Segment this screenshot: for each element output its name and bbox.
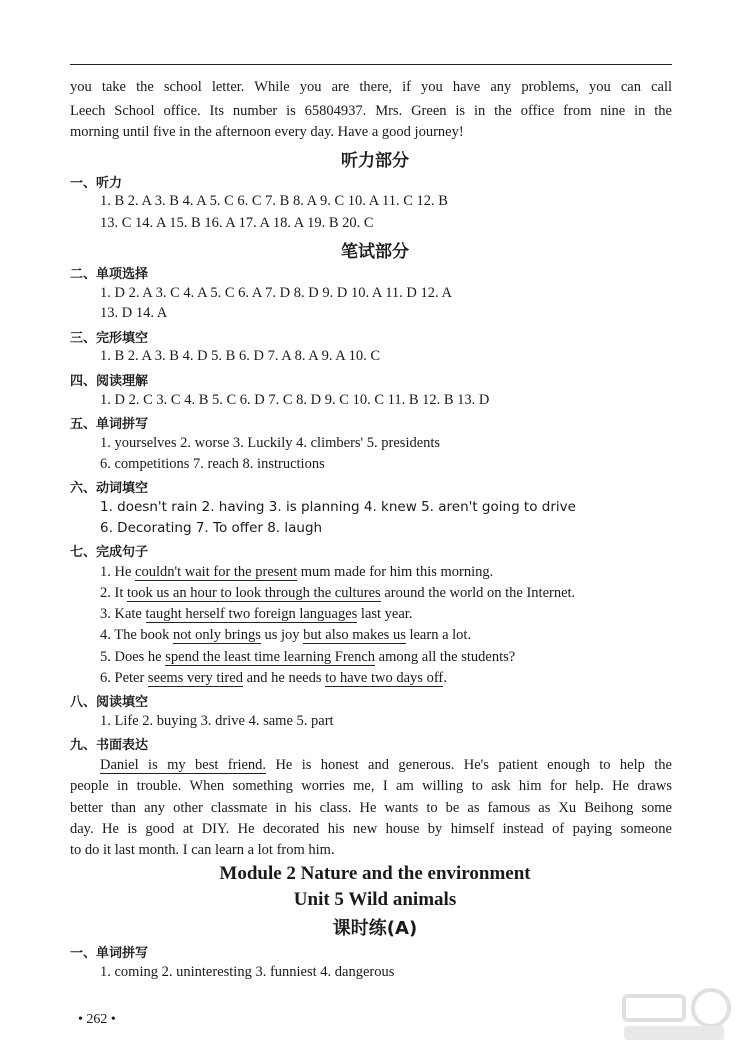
sentence-4: [100, 625, 471, 645]
page-number: • 262 •: [78, 1012, 116, 1027]
sentence-2: [100, 583, 575, 603]
sentence-text: 1. He: [100, 564, 136, 580]
section-sentence-title: 七、完成句子: [70, 545, 149, 560]
section-reading-title: 四、阅读理解: [70, 374, 149, 389]
sentence-answer: to have two days off: [325, 670, 444, 686]
writing-line-2: people in trouble. When something worries me, I am willing to ask him for help. He draws: [70, 778, 672, 794]
sentence-answer: taught herself two foreign languages: [145, 606, 358, 622]
section-listening-title: 一、听力: [70, 176, 123, 191]
sentence-text: mum made for him this morning.: [297, 564, 494, 580]
sentence-text: 6. Peter: [100, 670, 148, 686]
section-spelling-2-title: 一、单词拼写: [70, 946, 149, 961]
sentence-text: and he needs: [242, 670, 326, 686]
sentence-answer: took us an hour to look through the cultures: [126, 585, 381, 601]
writing-underlined: Daniel is my best friend.: [100, 757, 267, 773]
sentence-answer: not only brings: [173, 627, 261, 643]
writing-line-1: [100, 755, 672, 775]
sentence-answer: but also makes us: [303, 627, 406, 643]
single-choice-answers-1: 1. D 2. A 3. C 4. A 5. C 6. A 7. D 8. D 9. D 10. A 11. D 12. A: [100, 285, 452, 301]
reading-fill-answers: 1. Life 2. buying 3. drive 4. same 5. part: [100, 713, 334, 729]
section-cloze-title: 三、完形填空: [70, 331, 149, 346]
sentence-text: us joy: [260, 627, 304, 643]
sentence-answer: couldn't wait for the present: [135, 564, 298, 580]
sentence-text: last year.: [357, 606, 413, 622]
sentence-answer: seems very tired: [147, 670, 243, 686]
header-rule: [70, 64, 672, 65]
sentence-text: 3. Kate: [100, 606, 146, 622]
verb-fill-answers-1: 1. doesn't rain 2. having 3. is planning 4. knew 5. aren't going to drive: [100, 499, 576, 515]
writing-line-5: to do it last month. I can learn a lot from him.: [70, 842, 335, 858]
writing-text: He is honest and generous. He's patient enough to help the: [266, 757, 672, 773]
spelling-answers-2: 6. competitions 7. reach 8. instructions: [100, 456, 325, 472]
listening-answers-2: 13. C 14. A 15. B 16. A 17. A 18. A 19. B 20. C: [100, 215, 374, 231]
spelling-2-answers: 1. coming 2. uninteresting 3. funniest 4. dangerous: [100, 964, 395, 980]
section-writing-title: 九、书面表达: [70, 738, 149, 753]
sentence-3: [100, 604, 412, 624]
unit-title: Unit 5 Wild animals: [293, 889, 457, 910]
sentence-text: 5. Does he: [100, 649, 166, 665]
writing-line-4: day. He is good at DIY. He decorated his new house by himself instead of paying someone: [70, 821, 672, 837]
verb-fill-answers-2: 6. Decorating 7. To offer 8. laugh: [100, 520, 323, 536]
intro-line-2: Leech School office. Its number is 65804937. Mrs. Green is in the office from nine in the: [70, 103, 672, 119]
sentence-text: .: [443, 670, 447, 686]
lesson-title: 课时练(A): [332, 918, 418, 939]
module-title: Module 2 Nature and the environment: [219, 863, 531, 884]
section-reading-fill-title: 八、阅读填空: [70, 695, 149, 710]
sentence-text: 4. The book: [100, 627, 174, 643]
sentence-text: among all the students?: [375, 649, 516, 665]
spelling-answers-1: 1. yourselves 2. worse 3. Luckily 4. climbers' 5. presidents: [100, 435, 441, 451]
sentence-1: [100, 562, 493, 582]
sentence-text: learn a lot.: [405, 627, 472, 643]
sentence-answer: spend the least time learning French: [165, 649, 376, 665]
intro-line-3: morning until five in the afternoon every day. Have a good journey!: [70, 124, 464, 140]
reading-answers: 1. D 2. C 3. C 4. B 5. C 6. D 7. C 8. D 9. C 10. C 11. B 12. B 13. D: [100, 392, 490, 408]
intro-line-1: you take the school letter. While you are there, if you have any problems, you can call: [70, 79, 672, 95]
sentence-6: [100, 668, 447, 688]
listening-answers-1: 1. B 2. A 3. B 4. A 5. C 6. C 7. B 8. A 9. C 10. A 11. C 12. B: [100, 193, 448, 209]
watermark-logo: [616, 986, 736, 1046]
writing-line-3: better than any other classmate in his class. He wants to be as famous as Xu Beihong some: [70, 800, 672, 816]
sentence-text: 2. It: [100, 585, 127, 601]
section-verb-fill-title: 六、动词填空: [70, 481, 149, 496]
section-single-choice-title: 二、单项选择: [70, 267, 149, 282]
sentence-text: around the world on the Internet.: [380, 585, 576, 601]
single-choice-answers-2: 13. D 14. A: [100, 305, 168, 321]
listening-heading: 听力部分: [341, 151, 409, 171]
written-heading: 笔试部分: [341, 242, 409, 262]
cloze-answers: 1. B 2. A 3. B 4. D 5. B 6. D 7. A 8. A 9. A 10. C: [100, 348, 380, 364]
sentence-5: [100, 647, 515, 667]
section-spelling-title: 五、单词拼写: [70, 417, 149, 432]
